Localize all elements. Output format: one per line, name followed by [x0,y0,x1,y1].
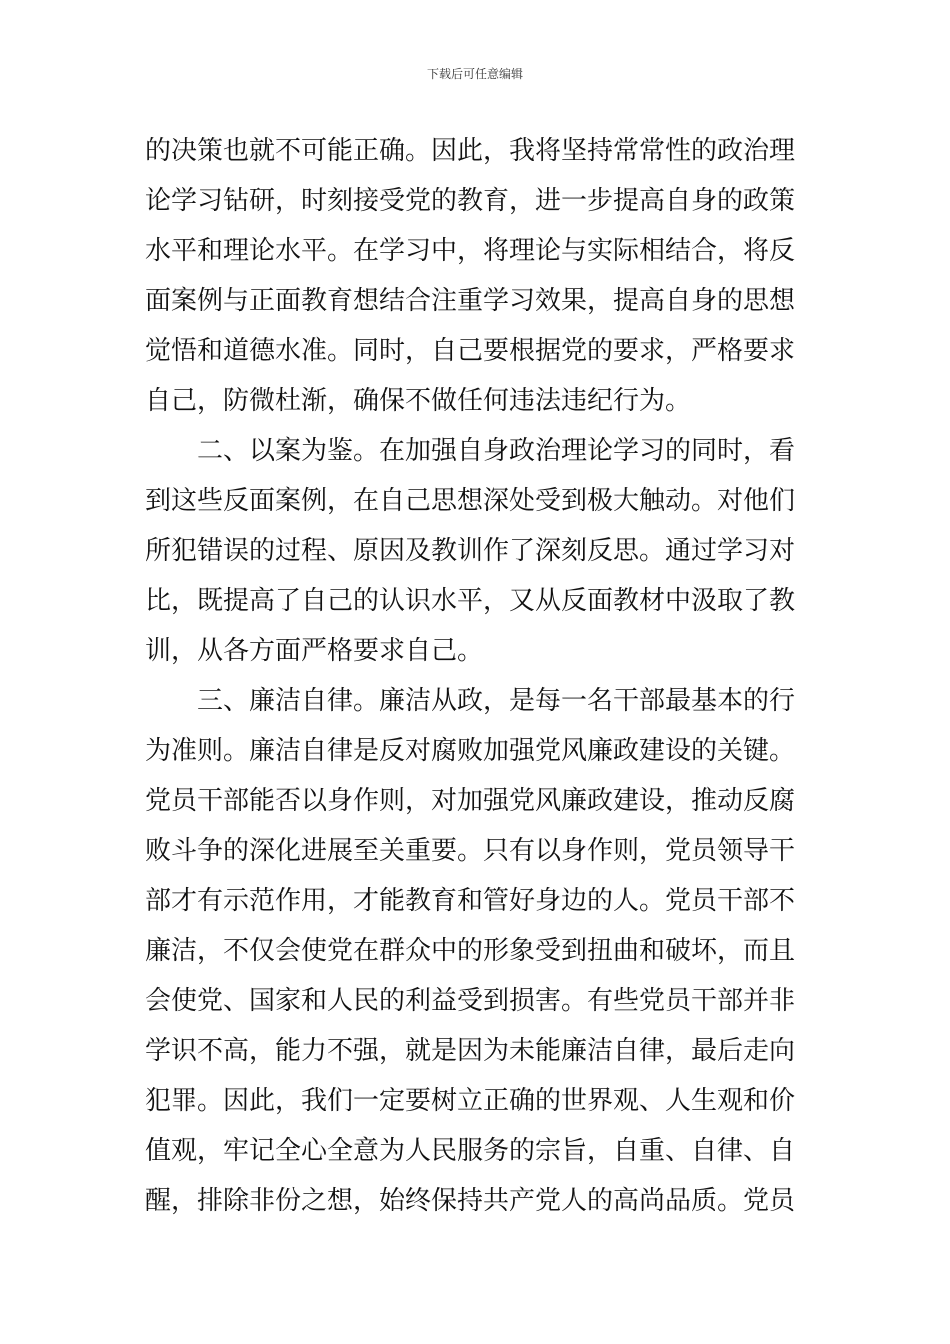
text-line: 犯罪。因此，我们一定要树立正确的世界观、人生观和价 [145,1086,796,1116]
text-line: 会使党、国家和人民的利益受到损害。有些党员干部并非 [145,986,796,1016]
text-line: 为准则。廉洁自律是反对腐败加强党风廉政建设的关键。 [145,736,796,766]
text-line: 面案例与正面教育想结合注重学习效果，提高自身的思想 [145,286,796,316]
text-line: 学识不高，能力不强，就是因为未能廉洁自律，最后走向 [145,1036,796,1066]
paragraph-start-line: 二、以案为鉴。在加强自身政治理论学习的同时，看 [197,436,796,466]
text-line: 党员干部能否以身作则，对加强党风廉政建设，推动反腐 [145,786,796,816]
text-line: 值观，牢记全心全意为人民服务的宗旨，自重、自律、自 [145,1136,796,1166]
document-body [145,126,809,1226]
text-line: 部才有示范作用，才能教育和管好身边的人。党员干部不 [145,886,796,916]
text-line: 训，从各方面严格要求自己。 [145,636,484,666]
text-line: 觉悟和道德水准。同时，自己要根据党的要求，严格要求 [145,336,796,366]
text-line: 廉洁，不仅会使党在群众中的形象受到扭曲和破坏，而且 [145,936,796,966]
page-header: 下载后可任意编辑 [426,67,523,81]
text-line: 的决策也就不可能正确。因此，我将坚持常常性的政治理 [145,136,796,166]
text-line: 到这些反面案例，在自己思想深处受到极大触动。对他们 [145,486,796,516]
text-line: 醒，排除非份之想，始终保持共产党人的高尚品质。党员 [145,1186,796,1216]
text-line: 水平和理论水平。在学习中，将理论与实际相结合，将反 [145,236,796,266]
text-line: 败斗争的深化进展至关重要。只有以身作则，党员领导干 [145,836,796,866]
text-line: 所犯错误的过程、原因及教训作了深刻反思。通过学习对 [145,536,796,566]
text-line: 论学习钻研，时刻接受党的教育，进一步提高自身的政策 [145,186,796,216]
text-line: 自己，防微杜渐，确保不做任何违法违纪行为。 [145,386,692,416]
text-line: 比，既提高了自己的认识水平，又从反面教材中汲取了教 [145,586,796,616]
paragraph-start-line: 三、廉洁自律。廉洁从政，是每一名干部最基本的行 [197,686,796,716]
